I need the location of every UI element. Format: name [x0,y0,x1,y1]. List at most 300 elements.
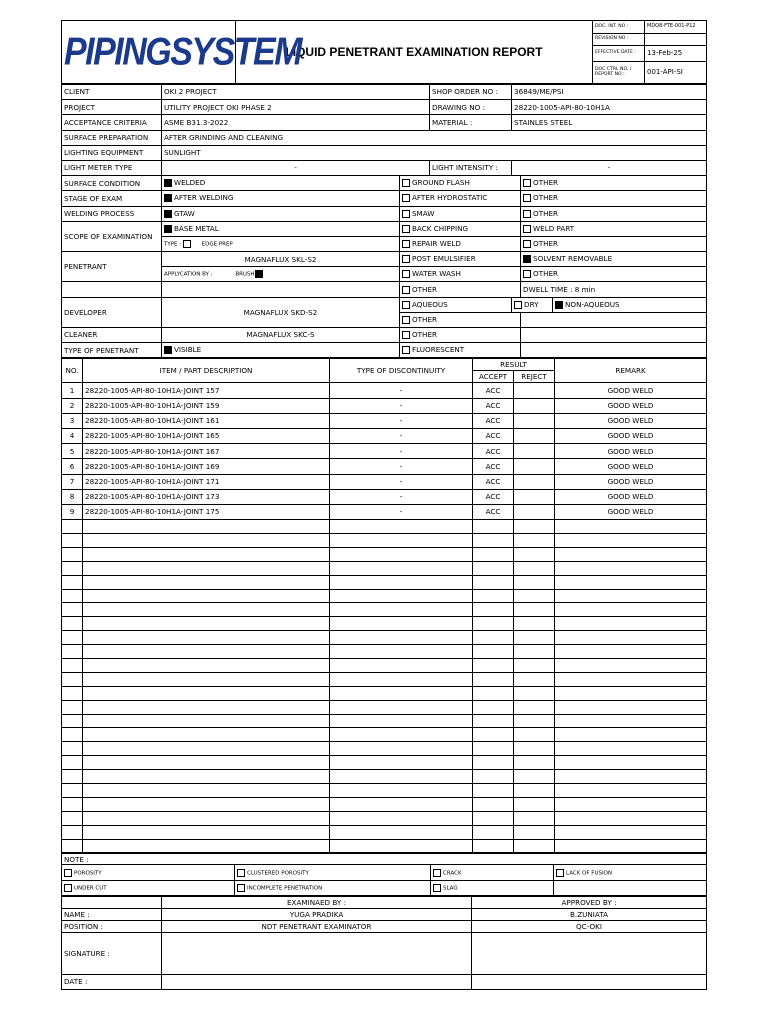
approver-signature-field[interactable] [472,932,707,974]
note-slag[interactable]: SLAG [431,880,554,895]
checkbox-icon[interactable] [433,884,441,892]
criteria-label: ACCEPTANCE CRITERIA [62,115,162,130]
application-by[interactable]: APPLYCATION BY : BRUSH [162,267,400,282]
row-item: 28220-1005-API-80-10H1A-JOINT 171 [83,474,330,489]
row-discontinuity [330,575,473,589]
developer-blank [521,312,707,327]
row-reject [514,459,555,474]
checkbox-icon[interactable] [523,194,531,202]
table-row [62,413,707,428]
row-reject [514,825,555,839]
row-reject [514,428,555,443]
checkbox-checked-icon[interactable] [164,210,172,218]
col-discontinuity: TYPE OF DISCONTINUITY [330,359,473,383]
exam-details [61,84,707,358]
examiner-date-field[interactable] [162,974,472,989]
option-back-chipping[interactable]: BACK CHIPPING [400,221,521,236]
row-item [83,575,330,589]
row-remark [555,533,707,547]
option-penetrant-other-2[interactable]: OTHER [400,282,521,297]
option-fluorescent[interactable]: FLUORESCENT [400,343,521,358]
checkbox-icon[interactable] [523,179,531,187]
table-row [62,547,707,561]
row-reject [514,398,555,413]
row-item [83,533,330,547]
checkbox-icon[interactable] [433,869,441,877]
table-row [62,504,707,519]
row-item: 28220-1005-API-80-10H1A-JOINT 175 [83,504,330,519]
row-discontinuity [330,672,473,686]
note-incomplete-penetration[interactable]: INCOMPLETE PENETRATION [235,880,431,895]
checkbox-icon[interactable] [64,869,72,877]
row-remark: GOOD WELD [555,383,707,398]
table-row [62,645,707,659]
row-no [62,742,83,756]
option-ground-flash[interactable]: GROUND FLASH [400,176,521,191]
row-accept: ACC [473,474,514,489]
row-reject [514,413,555,428]
light-meter-label: LIGHT METER TYPE [62,160,162,175]
row-reject [514,489,555,504]
row-remark [555,686,707,700]
row-reject [514,811,555,825]
checkbox-icon[interactable] [237,869,245,877]
row-remark [555,714,707,728]
row-remark [555,770,707,784]
table-row [62,589,707,603]
checkbox-checked-icon[interactable] [255,270,263,278]
option-edge-prep[interactable]: TYPE : EDGE PREP [162,236,400,251]
row-no: 8 [62,489,83,504]
row-item [83,797,330,811]
row-remark: GOOD WELD [555,413,707,428]
row-reject [514,474,555,489]
option-weld-part[interactable]: WELD PART [521,221,707,236]
option-scope-other[interactable]: OTHER [521,236,707,251]
row-item [83,603,330,617]
checkbox-checked-icon[interactable] [164,194,172,202]
row-remark [555,756,707,770]
row-no [62,756,83,770]
row-reject [514,797,555,811]
dwell-time: DWELL TIME : 8 min [521,282,707,297]
row-remark: GOOD WELD [555,444,707,459]
shop-order-label: SHOP ORDER NO : [430,85,512,100]
row-remark [555,742,707,756]
option-process-other[interactable]: OTHER [521,206,707,221]
row-item [83,561,330,575]
row-reject [514,672,555,686]
row-discontinuity [330,617,473,631]
row-reject [514,645,555,659]
table-row [62,770,707,784]
row-discontinuity: - [330,474,473,489]
effective-date-label: EFFECTIVE DATE : [593,45,645,62]
checkbox-checked-icon[interactable] [164,346,172,354]
checkbox-icon[interactable] [523,270,531,278]
row-no [62,811,83,825]
option-after-welding[interactable]: AFTER WELDING [162,191,400,206]
row-accept [473,756,514,770]
row-remark [555,700,707,714]
doc-int-no-label: DOC. INT. NO : [593,21,645,34]
row-accept [473,589,514,603]
table-row [62,533,707,547]
note-lack-of-fusion[interactable]: LACK OF FUSION [554,865,707,880]
note-porosity[interactable]: POROSITY [62,865,235,880]
row-item [83,547,330,561]
row-discontinuity [330,589,473,603]
note-under-cut[interactable]: UNDER CUT [62,880,235,895]
row-discontinuity [330,658,473,672]
row-discontinuity: - [330,444,473,459]
row-item [83,783,330,797]
row-accept [473,617,514,631]
row-reject [514,603,555,617]
table-row [62,797,707,811]
note-clustered-porosity[interactable]: CLUSTERED POROSITY [235,865,431,880]
row-remark [555,839,707,853]
table-row [62,459,707,474]
col-reject: REJECT [514,371,555,383]
note-label: NOTE : [62,854,707,865]
row-discontinuity [330,770,473,784]
row-no [62,728,83,742]
checkbox-icon[interactable] [402,346,410,354]
checkbox-icon[interactable] [556,869,564,877]
row-no [62,825,83,839]
option-aqueous[interactable]: AQUEOUS [400,297,512,312]
option-gtaw[interactable]: GTAW [162,206,400,221]
checkbox-checked-icon[interactable] [164,179,172,187]
row-accept [473,603,514,617]
row-discontinuity: - [330,383,473,398]
col-result: RESULT [473,359,555,371]
examiner-name: YUGA PRADIKA [162,908,472,920]
table-row [62,700,707,714]
client-value: OKI 2 PROJECT [162,85,430,100]
report-title: LIQUID PENETRANT EXAMINATION REPORT [236,21,593,84]
table-row [62,561,707,575]
revision-no-label: REVISION NO : [593,33,645,45]
table-row [62,783,707,797]
row-remark [555,561,707,575]
client-label: CLIENT [62,85,162,100]
row-no [62,770,83,784]
checkbox-icon[interactable] [402,301,410,309]
checkbox-icon[interactable] [402,270,410,278]
row-accept [473,728,514,742]
approved-by-label: APPROVED BY : [472,896,707,908]
row-accept [473,645,514,659]
option-post-emulsifier[interactable]: POST EMULSIFIER [400,252,521,267]
table-row [62,686,707,700]
light-intensity-label: LIGHT INTENSITY : [430,160,512,175]
checkbox-icon[interactable] [514,301,522,309]
row-no [62,575,83,589]
option-non-aqueous[interactable]: NON-AQUEOUS [553,297,707,312]
row-remark: GOOD WELD [555,428,707,443]
row-no [62,700,83,714]
row-discontinuity [330,839,473,853]
table-row [62,742,707,756]
row-discontinuity [330,797,473,811]
note-blank [554,880,707,895]
checkbox-checked-icon[interactable] [523,255,531,263]
row-accept [473,547,514,561]
penetrant-type-label: TYPE OF PENETRANT [62,343,162,358]
lighting-value: SUNLIGHT [162,145,707,160]
row-item: 28220-1005-API-80-10H1A-JOINT 167 [83,444,330,459]
option-stage-other[interactable]: OTHER [521,191,707,206]
row-discontinuity [330,783,473,797]
option-surface-other[interactable]: OTHER [521,176,707,191]
row-remark [555,783,707,797]
option-dry[interactable]: DRY [512,297,553,312]
row-remark: GOOD WELD [555,459,707,474]
row-item [83,770,330,784]
signature-label: SIGNATURE : [62,932,162,974]
shop-order-value: 36849/ME/PSI [512,85,707,100]
row-discontinuity [330,533,473,547]
option-after-hydrostatic[interactable]: AFTER HYDROSTATIC [400,191,521,206]
row-remark [555,520,707,534]
penetrant-value: MAGNAFLUX SKL-S2 [162,252,400,267]
row-no: 7 [62,474,83,489]
option-cleaner-other[interactable]: OTHER [400,328,521,343]
row-accept [473,561,514,575]
row-accept: ACC [473,428,514,443]
project-value: UTILITY PROJECT OKI PHASE 2 [162,100,430,115]
row-discontinuity [330,728,473,742]
table-row [62,672,707,686]
row-accept [473,672,514,686]
col-item: ITEM / PART DESCRIPTION [83,359,330,383]
table-row [62,520,707,534]
row-reject [514,631,555,645]
row-accept [473,533,514,547]
row-reject [514,444,555,459]
row-reject [514,383,555,398]
table-row [62,444,707,459]
row-accept [473,658,514,672]
row-item [83,811,330,825]
material-label: MATERIAL : [430,115,512,130]
row-item [83,617,330,631]
row-reject [514,756,555,770]
row-item [83,825,330,839]
doc-int-no-value: MDQ8-FTE-001-P12 [645,21,707,34]
option-base-metal[interactable]: BASE METAL [162,221,400,236]
checkbox-icon[interactable] [402,240,410,248]
stage-label: STAGE OF EXAM [62,191,162,206]
row-discontinuity: - [330,459,473,474]
row-discontinuity: - [330,413,473,428]
table-row [62,728,707,742]
row-discontinuity [330,603,473,617]
surface-condition-label: SURFACE CONDITION [62,176,162,191]
row-item: 28220-1005-API-80-10H1A-JOINT 157 [83,383,330,398]
drawing-value: 28220-1005-API-80-10H1A [512,100,707,115]
results-table [61,358,707,853]
row-no [62,658,83,672]
examiner-signature-field[interactable] [162,932,472,974]
report-no-label: DOC CTRL NO. / REPORT NO : [593,62,645,84]
row-item [83,742,330,756]
table-row [62,617,707,631]
row-remark: GOOD WELD [555,489,707,504]
row-discontinuity: - [330,428,473,443]
row-item [83,645,330,659]
row-no [62,617,83,631]
row-reject [514,770,555,784]
row-discontinuity [330,686,473,700]
row-item [83,672,330,686]
option-visible[interactable]: VISIBLE [162,343,400,358]
approver-date-field[interactable] [472,974,707,989]
cleaner-value: MAGNAFLUX SKC-S [162,328,400,343]
option-water-wash[interactable]: WATER WASH [400,267,521,282]
material-value: STAINLES STEEL [512,115,707,130]
row-remark: GOOD WELD [555,474,707,489]
dwell-spacer [62,282,162,297]
row-remark [555,825,707,839]
project-label: PROJECT [62,100,162,115]
row-remark [555,547,707,561]
row-no [62,603,83,617]
option-penetrant-other[interactable]: OTHER [521,267,707,282]
report-no-value: 001-API-SI [645,62,707,84]
row-reject [514,783,555,797]
table-row [62,825,707,839]
row-no [62,839,83,853]
checkbox-checked-icon[interactable] [555,301,563,309]
row-accept [473,700,514,714]
light-intensity-value: - [512,160,707,175]
row-accept [473,575,514,589]
row-reject [514,742,555,756]
option-welded[interactable]: WELDED [162,176,400,191]
welding-process-label: WELDING PROCESS [62,206,162,221]
developer-label: DEVELOPER [62,297,162,327]
checkbox-icon[interactable] [402,331,410,339]
checkbox-icon[interactable] [64,884,72,892]
table-row [62,631,707,645]
row-item [83,589,330,603]
position-label: POSITION : [62,920,162,932]
scope-label: SCOPE OF EXAMINATION [62,221,162,251]
surface-prep-label: SURFACE PREPARATION [62,130,162,145]
row-no [62,686,83,700]
row-accept [473,520,514,534]
table-row [62,383,707,398]
row-accept: ACC [473,444,514,459]
effective-date-value: 13-Feb-25 [645,45,707,62]
note-crack[interactable]: CRACK [431,865,554,880]
row-no [62,589,83,603]
col-remark: REMARK [555,359,707,383]
row-item [83,520,330,534]
checkbox-icon[interactable] [523,210,531,218]
checkbox-icon[interactable] [523,240,531,248]
checkbox-icon[interactable] [402,225,410,233]
row-no [62,714,83,728]
checkbox-icon[interactable] [402,255,410,263]
checkbox-checked-icon[interactable] [164,225,172,233]
option-developer-other[interactable]: OTHER [400,312,521,327]
row-item: 28220-1005-API-80-10H1A-JOINT 165 [83,428,330,443]
row-item [83,658,330,672]
checkbox-icon[interactable] [402,194,410,202]
cleaner-blank [521,328,707,343]
table-row [62,489,707,504]
option-repair-weld[interactable]: REPAIR WELD [400,236,521,251]
row-remark: GOOD WELD [555,398,707,413]
row-no: 4 [62,428,83,443]
row-no: 6 [62,459,83,474]
row-reject [514,839,555,853]
checkbox-icon[interactable] [402,210,410,218]
row-no [62,533,83,547]
light-meter-value: - [162,160,430,175]
option-solvent-removable[interactable]: SOLVENT REMOVABLE [521,252,707,267]
table-row [62,428,707,443]
row-item [83,686,330,700]
row-accept [473,631,514,645]
checkbox-icon[interactable] [402,316,410,324]
row-item: 28220-1005-API-80-10H1A-JOINT 161 [83,413,330,428]
row-discontinuity [330,561,473,575]
row-remark [555,631,707,645]
row-accept: ACC [473,459,514,474]
checkbox-icon[interactable] [402,286,410,294]
row-no [62,645,83,659]
row-remark [555,575,707,589]
dwell-spacer-2 [162,282,400,297]
row-accept [473,811,514,825]
row-item: 28220-1005-API-80-10H1A-JOINT 159 [83,398,330,413]
checkbox-icon[interactable] [402,179,410,187]
row-discontinuity [330,756,473,770]
row-item [83,728,330,742]
row-remark [555,811,707,825]
row-item: 28220-1005-API-80-10H1A-JOINT 169 [83,459,330,474]
row-accept [473,839,514,853]
row-item [83,714,330,728]
penetrant-label: PENETRANT [62,252,162,282]
row-reject [514,520,555,534]
checkbox-icon[interactable] [237,884,245,892]
table-row [62,398,707,413]
row-reject [514,658,555,672]
row-no [62,783,83,797]
row-reject [514,617,555,631]
criteria-value: ASME B31.3-2022 [162,115,430,130]
row-accept [473,783,514,797]
checkbox-icon[interactable] [183,240,191,248]
row-no [62,631,83,645]
checkbox-icon[interactable] [523,225,531,233]
row-remark [555,672,707,686]
option-smaw[interactable]: SMAW [400,206,521,221]
row-no: 3 [62,413,83,428]
row-remark [555,603,707,617]
report-header [61,20,707,84]
examined-by-label: EXAMINAED BY : [162,896,472,908]
table-row [62,839,707,853]
row-reject [514,533,555,547]
row-item [83,700,330,714]
